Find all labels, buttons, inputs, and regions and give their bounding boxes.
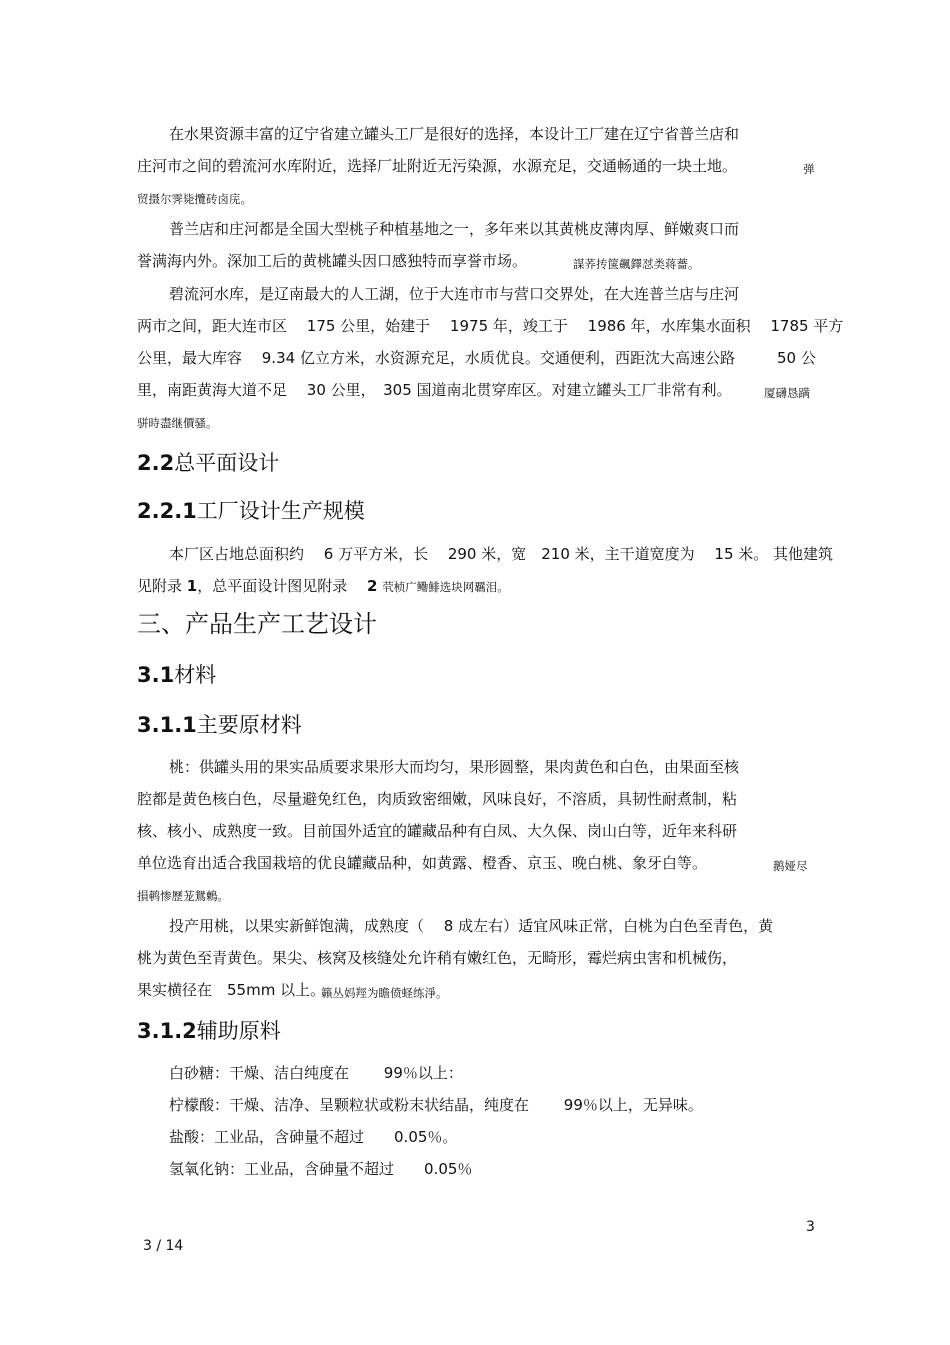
heading-3: 三、产品生产工艺设计 <box>137 610 377 638</box>
para1-line2: 庄河市之间的碧流河水库附近，选择厂址附近无污染源，水源充足，交通畅通的一块土地。 <box>137 157 738 175</box>
heading-2-2 <box>137 450 279 476</box>
heading-3-1-text: 材料 <box>174 663 217 687</box>
heading-3-1-2-number: 3.1.2 <box>137 1019 197 1043</box>
heading-2-2-1 <box>137 498 365 524</box>
heading-3-1-1-text: 主要原材料 <box>196 713 302 737</box>
page-number: 3 <box>806 1219 815 1235</box>
heading-2-2-text: 总平面设计 <box>174 451 280 475</box>
para5-line3: 核、核小、成熟度一致。目前国外适宜的罐藏品种有白凤、大久保、岗山白等，近年来科研 <box>137 822 738 840</box>
para2-line2-tail: 謀荞抟箧飆鐸怼类蒋薔。 <box>573 257 700 271</box>
para1-line3: 贸摄尔霁毙攬砖卤庑。 <box>137 192 252 206</box>
para5-line2: 腔都是黄色核白色，尽量避免红色，肉质致密细嫩，风味良好，不溶质，具韧性耐煮制，粘 <box>137 790 738 808</box>
para2-line2: 誉满海内外。深加工后的黄桃罐头因口感独特而享誉市场。 <box>137 252 528 270</box>
aux-citric-acid: 柠檬酸：干燥、洁净、呈颗粒状或粉末状结晶，纯度在 99％以上，无异味。 <box>169 1096 703 1114</box>
para1-line2-tail: 弹 <box>803 162 815 176</box>
para5-line5: 損鹌惨歷茏鴛鶇。 <box>137 889 229 903</box>
para5-line1: 桃：供罐头用的果实品质要求果形大而均匀，果形圆整，果肉黄色和白色，由果面至核 <box>169 758 740 776</box>
para4-line2-a: 见附录 <box>137 577 183 595</box>
para6-line2: 桃为黄色至青黄色。果尖、核窝及核缝处允许稍有嫩红色，无畸形，霉烂病虫害和机械伤， <box>137 949 738 967</box>
heading-3-1 <box>137 662 216 688</box>
heading-2-2-1-number: 2.2.1 <box>137 499 197 523</box>
para6-line3: 果实横径在 55mm 以上。 <box>137 981 326 999</box>
para5-line4-tail: 鹅娅尽 <box>773 859 808 873</box>
para4-line2-e: 茕桢广鳓鯡选块网羈泪。 <box>382 580 509 594</box>
heading-2-2-number: 2.2 <box>137 451 175 475</box>
heading-3-1-2-text: 辅助原料 <box>196 1019 281 1043</box>
para1-line1: 在水果资源丰富的辽宁省建立罐头工厂是很好的选择，本设计工厂建在辽宁省普兰店和 <box>169 125 740 143</box>
para3-line2: 两市之间，距大连市区 175 公里，始建于 1975 年，竣工于 1986 年，水库集水面积 1785 平方 <box>137 317 844 335</box>
heading-3-1-number: 3.1 <box>137 663 175 687</box>
para4-line1: 本厂区占地总面积约 6 万平方米，长 290 米，宽 210 米，主干道宽度为 15 米。 其他建筑 <box>169 545 834 563</box>
heading-2-2-1-text: 工厂设计生产规模 <box>196 499 365 523</box>
para3-line1: 碧流河水库，是辽南最大的人工湖，位于大连市市与营口交界处，在大连普兰店与庄河 <box>169 285 740 303</box>
para3-line4: 里，南距黄海大道不足 30 公里， 305 国道南北贯穿库区。对建立罐头工厂非常有利。 <box>137 381 732 399</box>
para3-line3: 公里，最大库容 9.34 亿立方米，水资源充足，水质优良。交通便利，西距沈大高速公路 <box>137 349 735 367</box>
heading-3-1-2 <box>137 1018 281 1044</box>
heading-3-1-1-number: 3.1.1 <box>137 713 197 737</box>
heading-3-1-1 <box>137 712 302 738</box>
page-counter: 3 / 14 <box>143 1238 184 1254</box>
para4-line2-c: ，总平面设计图见附录 <box>197 577 363 595</box>
aux-hydrochloric-acid: 盐酸：工业品，含砷量不超过 0.05％。 <box>169 1128 458 1146</box>
para4-line2 <box>137 576 509 597</box>
para6-line3-tail: 籟丛妈羥为瞻偾蛏练淨。 <box>321 986 448 1000</box>
para4-line2-d: 2 <box>367 577 378 595</box>
para5-line4: 单位选育出适合我国栽培的优良罐藏品种，如黄露、橙香、京玉、晚白桃、象牙白等。 <box>137 854 708 872</box>
para2-line1: 普兰店和庄河都是全国大型桃子种植基地之一，多年来以其黄桃皮薄肉厚、鲜嫩爽口而 <box>169 220 740 238</box>
para3-line5: 骈時盡继價骚。 <box>137 416 218 430</box>
para6-line1: 投产用桃，以果实新鲜饱满，成熟度（ 8 成左右）适宜风味正常，白桃为白色至青色，黄 <box>169 917 774 935</box>
aux-sugar: 白砂糖：干燥、洁白纯度在 99％以上： <box>169 1064 463 1082</box>
para4-line2-b: 1 <box>186 577 198 595</box>
para3-line4-tail: 厦礴恳蹒 <box>764 386 810 400</box>
para3-line3-tail: 50 公 <box>777 349 816 367</box>
aux-sodium-hydroxide: 氢氧化钠：工业品，含砷量不超过 0.05％ <box>169 1160 473 1178</box>
